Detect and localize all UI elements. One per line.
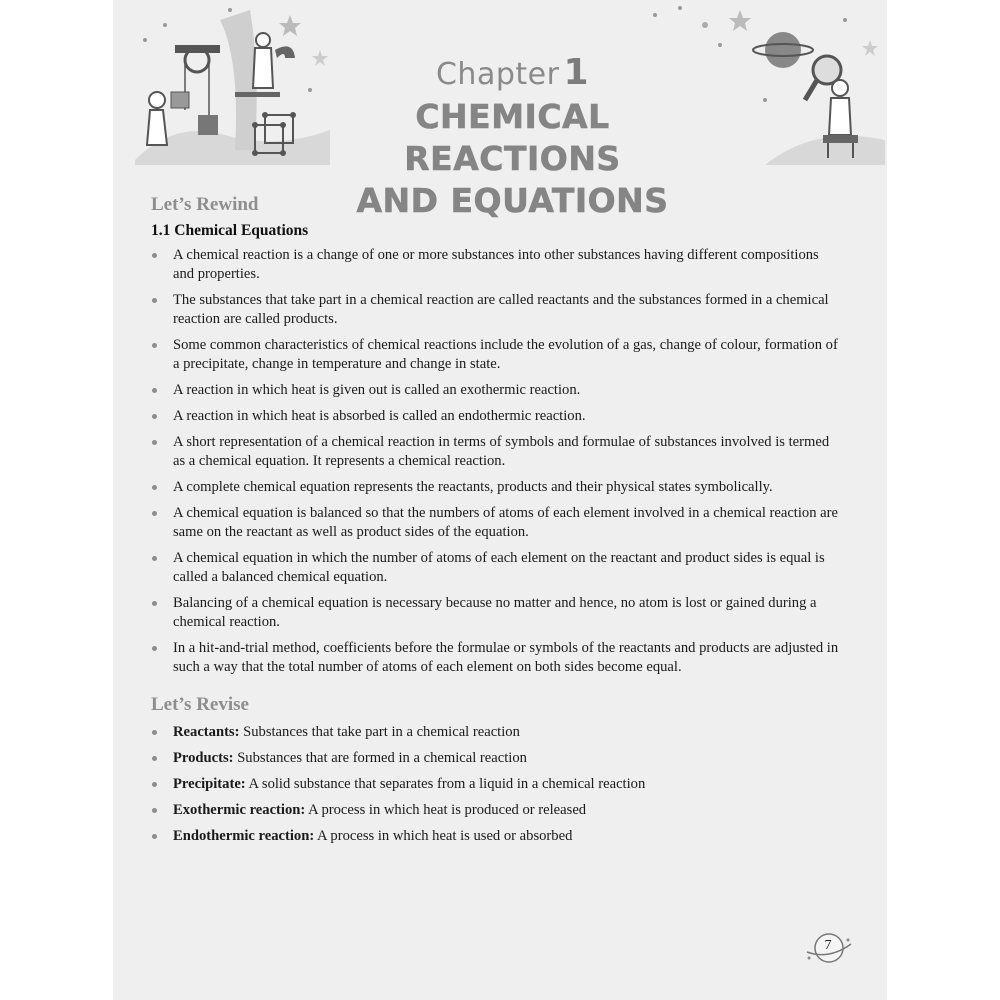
list-item: [151, 801, 841, 820]
term-label: Products:: [173, 750, 234, 766]
list-item: In a hit-and-trial method, coefficients before the formulae or symbols of the reactants and products are adjusted in such a way that the total number of atoms of each element on both sides become equal.: [151, 639, 841, 677]
term-label: Precipitate:: [173, 776, 246, 792]
list-item: A short representation of a chemical reaction in terms of symbols and formulae of substances involved is termed as a chemical equation. It represents a chemical reaction.: [151, 433, 841, 471]
list-item: [151, 775, 841, 794]
page-number: 7: [824, 938, 832, 953]
chapter-title-line-1: CHEMICAL REACTIONS: [404, 97, 621, 178]
list-item: A reaction in which heat is absorbed is called an endothermic reaction.: [151, 407, 841, 426]
term-label: Endothermic reaction:: [173, 828, 315, 844]
term-definition: A solid substance that separates from a liquid in a chemical reaction: [245, 776, 646, 792]
chapter-title-line-2: AND EQUATIONS: [356, 181, 669, 220]
chapter-word: Chapter: [435, 57, 560, 92]
science-illustration-left: [135, 0, 330, 165]
list-item: [151, 827, 841, 846]
revise-heading: Let’s Revise: [151, 694, 249, 715]
term-definition: Substances that take part in a chemical reaction: [239, 724, 520, 740]
chapter-header: [330, 52, 695, 222]
list-item: [151, 723, 841, 742]
term-definition: A process in which heat is used or absorbed: [314, 828, 573, 844]
chapter-number: 1: [563, 52, 589, 93]
list-item: A reaction in which heat is given out is called an exothermic reaction.: [151, 381, 841, 400]
list-item: A chemical equation in which the number of atoms of each element on the reactant and product sides is equal is called a balanced chemical equation.: [151, 549, 841, 587]
list-item: A chemical reaction is a change of one or more substances into other substances having different compositions and properties.: [151, 246, 841, 284]
revise-bullet-list: [151, 723, 841, 853]
list-item: Some common characteristics of chemical reactions include the evolution of a gas, change of colour, formation of a precipitate, change in temperature and change in state.: [151, 336, 841, 374]
list-item: The substances that take part in a chemical reaction are called reactants and the substances formed in a chemical reaction are called products.: [151, 291, 841, 329]
term-definition: A process in which heat is produced or released: [305, 802, 587, 818]
rewind-bullet-list: [151, 246, 841, 684]
list-item: A chemical equation is balanced so that the numbers of atoms of each element involved in a chemical reaction are same on the reactant as well as product sides of the equation.: [151, 504, 841, 542]
chapter-label: [330, 52, 695, 96]
term-definition: Substances that are formed in a chemical reaction: [233, 750, 527, 766]
list-item: A complete chemical equation represents the reactants, products and their physical states symbolically.: [151, 478, 841, 497]
term-label: Exothermic reaction:: [173, 802, 306, 818]
list-item: [151, 749, 841, 768]
rewind-heading: Let’s Rewind: [151, 194, 259, 215]
section-subheading: 1.1 Chemical Equations: [151, 222, 309, 239]
list-item: Balancing of a chemical equation is necessary because no matter and hence, no atom is lost or gained during a chemical reaction.: [151, 594, 841, 632]
term-label: Reactants:: [173, 724, 240, 740]
